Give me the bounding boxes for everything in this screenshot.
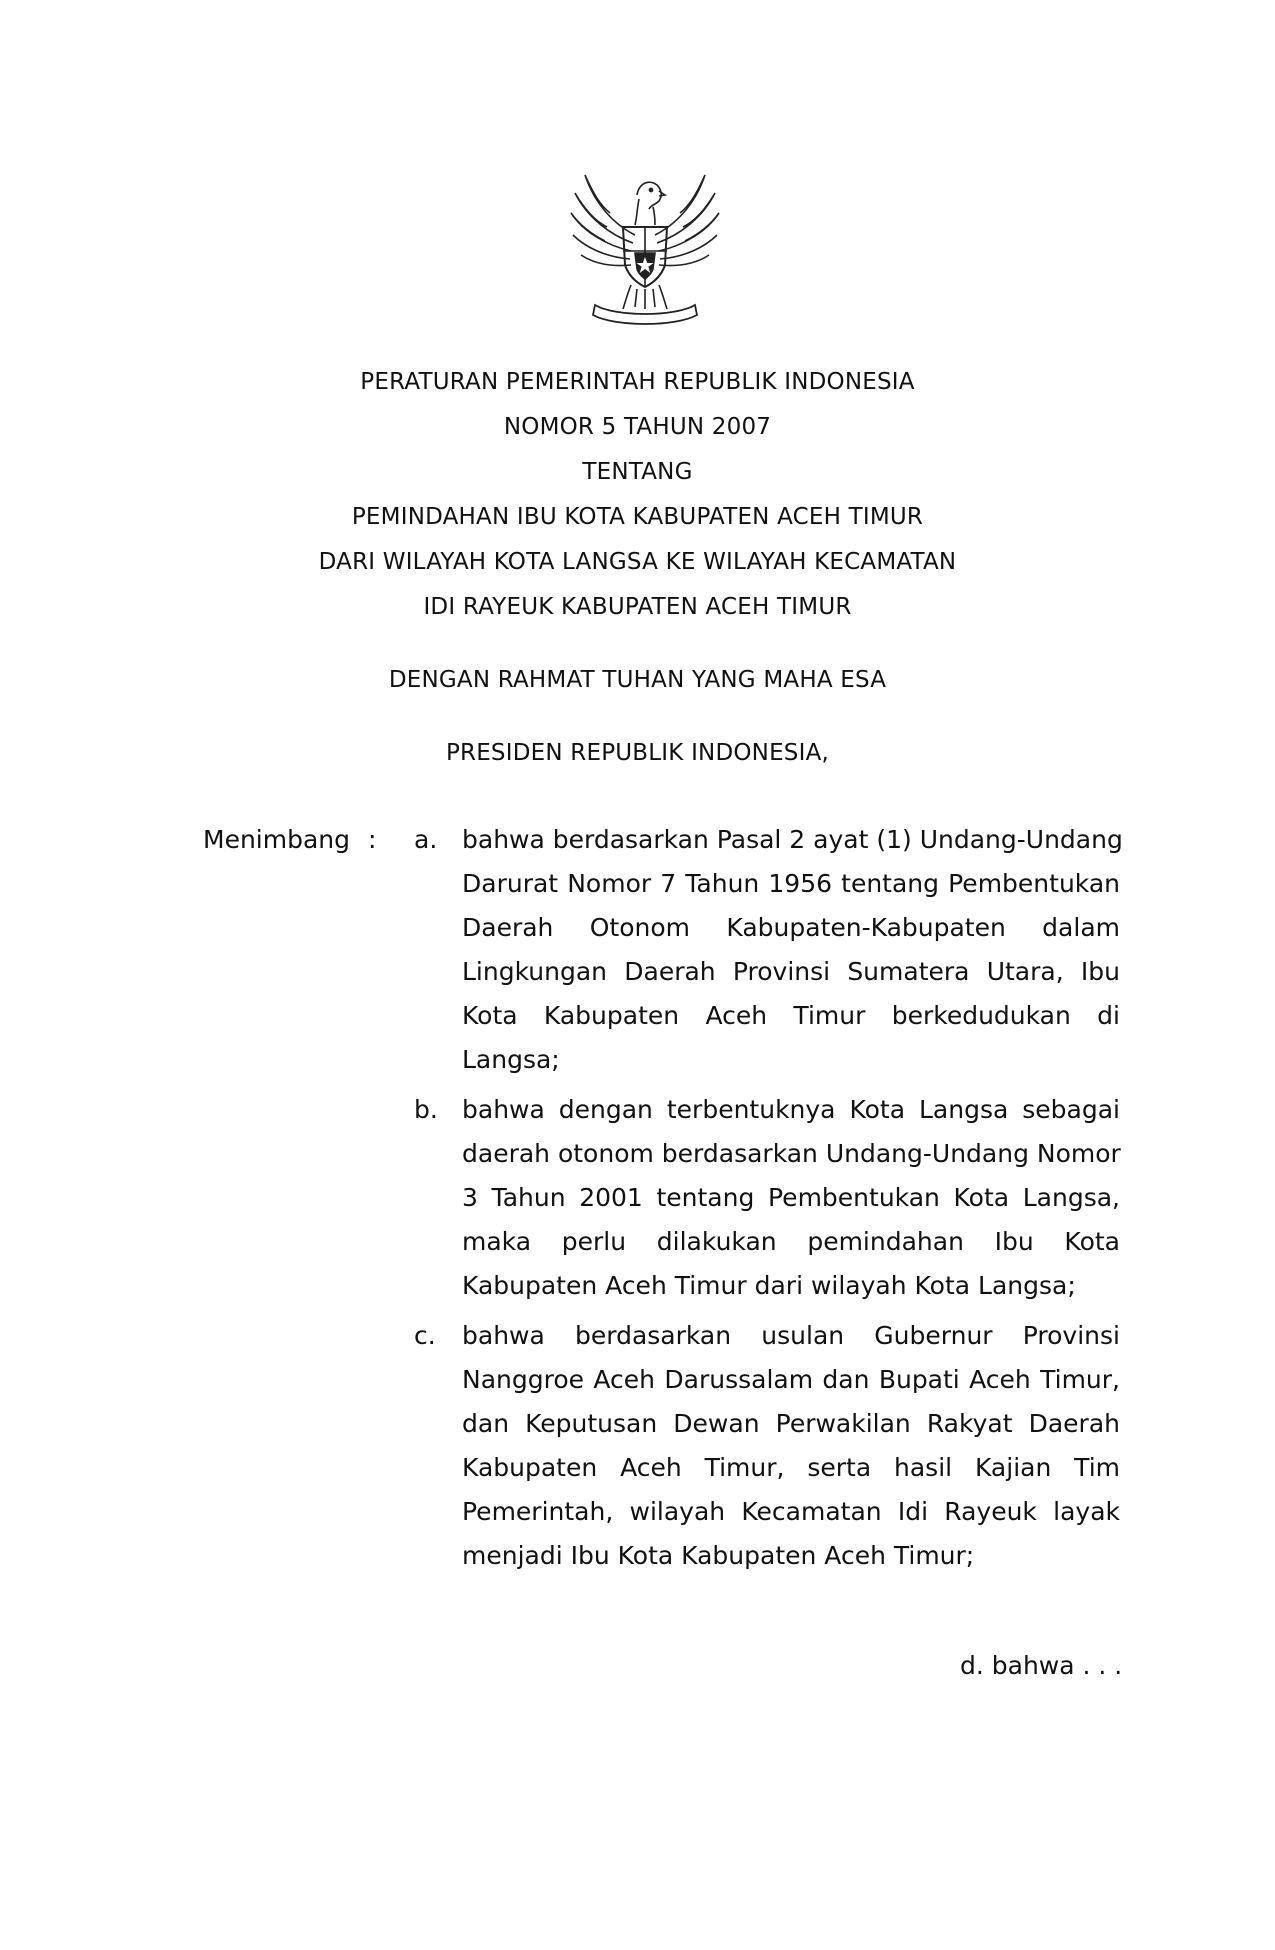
invocation: DENGAN RAHMAT TUHAN YANG MAHA ESA [388,667,887,693]
title-line-2: NOMOR 5 TAHUN 2007 [503,414,772,440]
title-line-5: DARI WILAYAH KOTA LANGSA KE WILAYAH KECAMATAN [318,549,957,575]
item-a-line-4: Lingkungan Daerah Provinsi Sumatera Utara, Ibu [462,957,1120,986]
item-a-line-2: Darurat Nomor 7 Tahun 1956 tentang Pembentukan [462,869,1120,898]
item-b-letter: b. [414,1095,438,1124]
title-line-1: PERATURAN PEMERINTAH REPUBLIK INDONESIA [360,369,915,395]
president-heading: PRESIDEN REPUBLIK INDONESIA, [445,740,830,766]
page-continuation: d. bahwa . . . [960,1651,1123,1680]
item-a-line-6: Langsa; [462,1045,560,1074]
item-c-line-2: Nanggroe Aceh Darussalam dan Bupati Aceh Timur, [462,1365,1120,1394]
title-line-3: TENTANG [582,459,693,485]
item-b-line-5: Kabupaten Aceh Timur dari wilayah Kota Langsa; [462,1271,1076,1300]
item-b-line-4: maka perlu dilakukan pemindahan Ibu Kota [462,1227,1120,1256]
garuda-emblem [565,165,725,330]
menimbang-label: Menimbang [203,825,350,854]
item-a-line-5: Kota Kabupaten Aceh Timur berkedudukan di [462,1001,1120,1030]
item-c-line-1: bahwa berdasarkan usulan Gubernur Provinsi [462,1321,1120,1350]
item-c-line-5: Pemerintah, wilayah Kecamatan Idi Rayeuk layak [462,1497,1120,1526]
item-b-line-1: bahwa dengan terbentuknya Kota Langsa sebagai [462,1095,1120,1124]
title-line-6: IDI RAYEUK KABUPATEN ACEH TIMUR [423,594,852,620]
item-a-line-3: Daerah Otonom Kabupaten-Kabupaten dalam [462,913,1120,942]
item-b-line-2: daerah otonom berdasarkan Undang-Undang Nomor [462,1139,1121,1168]
item-c-letter: c. [414,1321,436,1350]
title-line-4: PEMINDAHAN IBU KOTA KABUPATEN ACEH TIMUR [351,504,924,530]
item-a-letter: a. [414,825,438,854]
item-c-line-4: Kabupaten Aceh Timur, serta hasil Kajian Tim [462,1453,1120,1482]
item-c-line-3: dan Keputusan Dewan Perwakilan Rakyat Daerah [462,1409,1120,1438]
menimbang-colon: : [368,825,377,854]
garuda-emblem-graphic [565,165,725,330]
item-c-line-6: menjadi Ibu Kota Kabupaten Aceh Timur; [462,1541,975,1570]
item-a-line-1: bahwa berdasarkan Pasal 2 ayat (1) Undang-Undang [462,825,1123,854]
item-b-line-3: 3 Tahun 2001 tentang Pembentukan Kota Langsa, [462,1183,1120,1212]
